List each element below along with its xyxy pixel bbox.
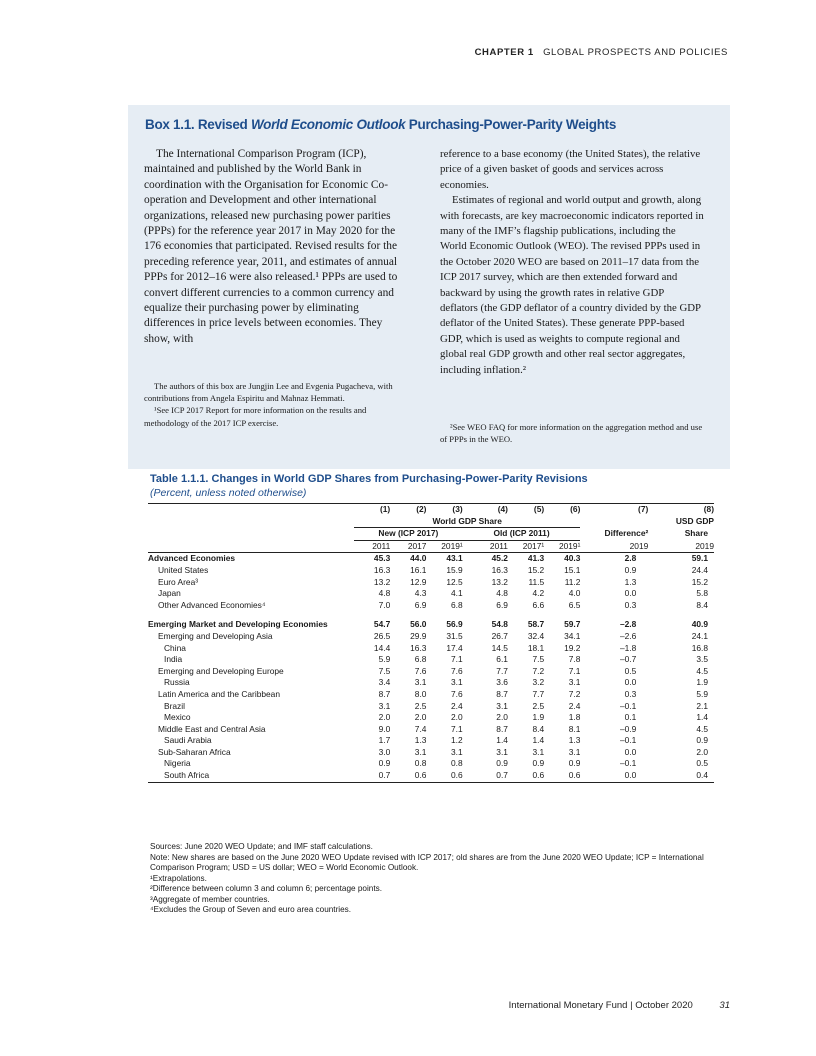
row-value: 7.8 [568, 654, 581, 665]
box-title-prefix: Box 1.1. Revised [145, 117, 251, 132]
row-value: 12.5 [446, 576, 463, 587]
row-label: Middle East and Central Asia [158, 723, 266, 734]
row-value: 16.3 [410, 642, 427, 653]
row-value: –0.1 [619, 758, 637, 769]
row-value: 8.1 [568, 723, 581, 734]
footnote-1: ¹See ICP 2017 Report for more information on the results and methodology of the 2017 ICP exercise. [144, 405, 367, 428]
row-value: 7.2 [532, 665, 545, 676]
chapter-label: CHAPTER 1 [474, 47, 534, 58]
row-value: 4.5 [696, 723, 708, 734]
row-value: –2.8 [619, 619, 637, 630]
row-value: 8.7 [496, 723, 508, 734]
row-value: 11.2 [564, 576, 581, 587]
row-value: 1.4 [532, 735, 545, 746]
row-value: 7.7 [532, 688, 545, 699]
row-value: 40.3 [564, 553, 581, 564]
row-value: –0.1 [619, 700, 637, 711]
row-value: 15.1 [564, 564, 581, 575]
row-value: 3.1 [414, 746, 427, 757]
row-label: Nigeria [164, 758, 191, 769]
row-value: 17.4 [446, 642, 463, 653]
row-value: 7.7 [496, 665, 508, 676]
row-value: 3.4 [378, 677, 391, 688]
row-value: 3.1 [532, 746, 545, 757]
row-value: 0.6 [568, 770, 581, 781]
row-value: 3.1 [496, 700, 508, 711]
row-value: 7.1 [451, 723, 463, 734]
table-note: Note: New shares are based on the June 2020 WEO Update revised with ICP 2017; old shares are from the June 2020 WEO Update; ICP = International Comparison Program; USD = US dollar; WEO = World Economic Outlook. [150, 852, 704, 872]
row-value: 7.6 [451, 665, 463, 676]
box-panel [128, 105, 730, 933]
row-value: 5.9 [378, 654, 391, 665]
row-value: 59.7 [564, 619, 581, 630]
row-value: 2.8 [624, 553, 637, 564]
table-row [148, 643, 714, 655]
row-value: 1.7 [378, 735, 391, 746]
footnotes-left [144, 380, 412, 429]
year-header: 2017¹ [522, 540, 545, 551]
row-value: 0.4 [696, 770, 708, 781]
row-value: 8.0 [414, 688, 427, 699]
row-value: 0.9 [496, 758, 508, 769]
row-value: 32.4 [527, 630, 545, 641]
year-header: 2019¹ [441, 540, 463, 551]
row-value: 0.8 [451, 758, 463, 769]
row-label: Euro Area³ [158, 576, 199, 587]
difference-header: Difference² [604, 528, 649, 539]
table-row [148, 758, 714, 770]
row-value: 26.7 [491, 630, 508, 641]
row-value: 6.5 [568, 599, 581, 610]
row-value: 16.3 [373, 564, 391, 575]
table-row [148, 553, 714, 565]
row-label: Japan [158, 588, 181, 599]
gdp-share-table [148, 503, 714, 783]
row-value: 4.2 [532, 588, 545, 599]
section-label: GLOBAL PROSPECTS AND POLICIES [543, 47, 728, 58]
table-row [148, 677, 714, 689]
row-value: 6.9 [496, 599, 508, 610]
col-number: (6) [570, 504, 581, 514]
row-value: 26.5 [373, 630, 391, 641]
row-value: 6.6 [532, 599, 545, 610]
row-value: 8.4 [532, 723, 545, 734]
row-value: 41.3 [527, 553, 545, 564]
row-value: 19.2 [564, 642, 581, 653]
row-value: 7.5 [378, 665, 391, 676]
footer-publisher: International Monetary Fund | October 2020 [508, 1000, 693, 1011]
row-value: 0.7 [496, 770, 508, 781]
row-value: 7.2 [568, 688, 581, 699]
right-paragraph-2: Estimates of regional and world output and growth, along with forecasts, are key macroeconomic indicators reported in many of the IMF’s flagship publications, including the World Economic Outlook (WEO). The revised PPPs used in the October 2020 WEO are based on 2011–17 data from the ICP 2017 survey, which are then extended forward and backward by using the growth rates in relative GDP deflators (the GDP deflator of a country divided by the GDP deflator of the United States). These generate PPP-based GDP, which is used as weights to compute regional and global real GDP growth and other real sector aggregates, including inflation.² [440, 194, 704, 376]
table-row [148, 735, 714, 747]
row-value: 0.0 [624, 677, 637, 688]
row-value: 7.6 [414, 665, 427, 676]
running-header [475, 47, 728, 58]
row-label: China [164, 642, 186, 653]
row-label: Emerging Market and Developing Economies [148, 619, 328, 630]
world-gdp-share-header: World GDP Share [354, 516, 580, 528]
table-note: ³Aggregate of member countries. [150, 894, 270, 904]
row-value: 2.0 [414, 712, 427, 723]
row-value: 2.4 [568, 700, 581, 711]
year-header: 2011 [489, 540, 508, 551]
usd-gdp-header: USD GDP [675, 516, 714, 527]
row-value: 31.5 [446, 630, 463, 641]
table-note: ²Difference between column 3 and column 6; percentage points. [150, 884, 382, 893]
row-value: 0.7 [378, 770, 391, 781]
table-row [148, 689, 714, 701]
row-value: 2.5 [414, 700, 427, 711]
row-label: Brazil [164, 700, 185, 711]
row-label: Mexico [164, 712, 191, 723]
header-row-2 [148, 528, 714, 541]
row-value: 4.1 [451, 588, 463, 599]
row-value: 0.0 [624, 588, 637, 599]
year-header: 2011 [372, 540, 391, 551]
row-value: 0.6 [532, 770, 545, 781]
table-row [148, 619, 714, 631]
row-value: 2.0 [696, 746, 708, 757]
row-value: 8.7 [496, 688, 508, 699]
row-value: 0.9 [696, 735, 708, 746]
new-icp-header: New (ICP 2017) [354, 528, 463, 541]
row-value: 4.3 [414, 588, 427, 599]
row-value: 2.5 [532, 700, 545, 711]
row-value: –0.9 [619, 723, 637, 734]
row-value: 44.0 [410, 553, 427, 564]
row-value: 18.1 [527, 642, 545, 653]
row-value: 43.1 [446, 553, 463, 564]
table-note: ¹Extrapolations. [150, 873, 207, 883]
row-label: Sub-Saharan Africa [158, 746, 231, 757]
row-value: 1.3 [568, 735, 581, 746]
row-value: 8.7 [378, 688, 391, 699]
footnote-2: ²See WEO FAQ for more information on the aggregation method and use of PPPs in the WEO. [440, 422, 703, 445]
row-value: 3.0 [378, 746, 391, 757]
row-value: 4.8 [496, 588, 508, 599]
box-title [145, 117, 616, 132]
row-value: 0.9 [378, 758, 391, 769]
row-value: 13.2 [491, 576, 508, 587]
row-value: 16.1 [410, 564, 427, 575]
year-header: 2019¹ [558, 540, 581, 551]
left-paragraph: The International Comparison Program (ICP), maintained and published by the World Bank in coordination with the Organisation for Economic Co-operation and Development and other international organizations, released new purchasing power parities (PPPs) for the reference year 2017 in May 2020 for the 176 economies that participated. Revised results for the preceding reference year, 2011, and estimates of annual PPPs for 2012–16 were also released.¹ PPPs are used to convert different currencies to a common currency and equalize their purchasing power by eliminating differences in price levels between economies. They show, with [144, 148, 398, 345]
table-notes [150, 842, 710, 916]
table-panel [128, 469, 730, 933]
row-value: 3.1 [568, 746, 581, 757]
row-value: 16.3 [491, 564, 508, 575]
row-value: 58.7 [527, 619, 545, 630]
page-number: 31 [719, 1000, 730, 1011]
row-value: 3.2 [532, 677, 545, 688]
row-value: –2.6 [619, 630, 637, 641]
row-value: 7.0 [378, 599, 391, 610]
row-label: Other Advanced Economies⁴ [158, 599, 266, 610]
table-row [148, 701, 714, 713]
row-value: 6.1 [496, 654, 508, 665]
col-number: (7) [638, 504, 649, 514]
row-value: 0.0 [624, 770, 637, 781]
table-row [148, 600, 714, 612]
row-value: 3.6 [496, 677, 508, 688]
row-value: 1.2 [451, 735, 463, 746]
table-row [148, 654, 714, 666]
row-label: Advanced Economies [148, 553, 236, 564]
row-value: 7.1 [568, 665, 581, 676]
row-value: 11.5 [528, 576, 545, 587]
table-row [148, 565, 714, 577]
row-label: Russia [164, 677, 190, 688]
row-value: 3.1 [451, 746, 463, 757]
row-value: 7.4 [414, 723, 427, 734]
table-row [148, 770, 714, 782]
row-value: 56.9 [446, 619, 463, 630]
header-row-1 [148, 516, 714, 528]
row-value: 8.4 [696, 599, 708, 610]
row-value: 1.4 [696, 712, 708, 723]
row-label: United States [158, 564, 209, 575]
table-note: ⁴Excludes the Group of Seven and euro area countries. [150, 905, 352, 914]
row-value: 1.3 [414, 735, 427, 746]
table-row [148, 747, 714, 759]
box-title-italic: World Economic Outlook [250, 117, 406, 132]
col-number: (1) [379, 504, 391, 514]
row-value: 0.5 [624, 665, 637, 676]
right-paragraph-1: reference to a base economy (the United States), the relative price of a given basket of goods and services across economies. [440, 148, 701, 191]
table-subtitle: (Percent, unless noted otherwise) [150, 487, 307, 499]
row-value: 2.0 [378, 712, 391, 723]
row-value: 1.3 [624, 576, 637, 587]
row-value: 5.8 [696, 588, 708, 599]
row-value: 54.8 [491, 619, 508, 630]
row-value: 59.1 [691, 553, 708, 564]
row-value: 0.3 [624, 599, 637, 610]
row-value: 3.1 [451, 677, 463, 688]
row-value: 15.2 [527, 564, 545, 575]
row-value: 56.0 [410, 619, 427, 630]
row-value: 0.6 [414, 770, 427, 781]
year-header: 2019 [695, 540, 714, 551]
row-value: 7.5 [532, 654, 545, 665]
row-value: 5.9 [696, 688, 708, 699]
table-row [148, 577, 714, 589]
table-row [148, 666, 714, 678]
row-value: 0.9 [568, 758, 581, 769]
row-value: 2.0 [451, 712, 463, 723]
left-column [144, 147, 408, 347]
row-value: 4.0 [568, 588, 581, 599]
page-footer [509, 1000, 730, 1011]
row-value: 6.8 [451, 599, 463, 610]
row-label: South Africa [164, 770, 210, 781]
row-value: –0.1 [619, 735, 637, 746]
table-body [148, 553, 714, 782]
col-number: (3) [452, 504, 463, 514]
row-value: 45.3 [373, 553, 391, 564]
table-note: Sources: June 2020 WEO Update; and IMF staff calculations. [150, 842, 373, 851]
row-value: 24.4 [691, 564, 708, 575]
row-value: 14.4 [373, 642, 391, 653]
row-value: 0.1 [624, 712, 637, 723]
table-row [148, 712, 714, 724]
row-value: 54.7 [373, 619, 391, 630]
footnotes-right [440, 421, 708, 445]
row-value: 0.5 [696, 758, 708, 769]
row-value: 1.4 [496, 735, 508, 746]
row-value: 7.6 [451, 688, 463, 699]
col-number: (2) [416, 504, 427, 514]
col-number: (5) [533, 504, 545, 514]
footnote-authors: The authors of this box are Jungjin Lee and Evgenia Pugacheva, with contributions from Angela Espiritu and Mahnaz Hemmati. [144, 381, 393, 404]
row-value: 2.0 [496, 712, 508, 723]
row-value: 0.3 [624, 688, 637, 699]
row-label: Emerging and Developing Europe [158, 665, 284, 676]
row-value: 3.1 [568, 677, 581, 688]
row-value: 0.9 [624, 564, 637, 575]
row-value: 15.2 [691, 576, 708, 587]
row-value: 29.9 [410, 630, 427, 641]
old-icp-header: Old (ICP 2011) [463, 528, 581, 541]
row-label: Saudi Arabia [164, 735, 212, 746]
year-header: 2019 [629, 540, 649, 551]
row-value: 15.9 [446, 564, 463, 575]
row-label: Latin America and the Caribbean [158, 688, 280, 699]
table-row [148, 724, 714, 736]
row-value: 2.1 [696, 700, 708, 711]
col-number: (8) [703, 504, 714, 514]
table-row [148, 631, 714, 643]
row-value: 2.4 [451, 700, 463, 711]
row-value: 40.9 [691, 619, 708, 630]
row-value: 1.9 [696, 677, 708, 688]
row-value: 3.1 [414, 677, 427, 688]
row-value: 7.1 [451, 654, 463, 665]
row-value: 13.2 [373, 576, 391, 587]
row-value: 1.8 [568, 712, 581, 723]
table-row [148, 588, 714, 600]
row-value: 0.9 [532, 758, 545, 769]
row-label: Emerging and Developing Asia [158, 630, 273, 641]
row-value: –0.7 [619, 654, 637, 665]
row-value: 1.9 [532, 712, 545, 723]
row-value: 34.1 [564, 630, 581, 641]
col-number: (4) [497, 504, 508, 514]
row-value: 6.8 [414, 654, 427, 665]
row-value: 4.8 [378, 588, 391, 599]
right-column [440, 147, 704, 378]
row-value: 9.0 [378, 723, 391, 734]
row-value: 6.9 [414, 599, 427, 610]
row-value: 16.8 [691, 642, 708, 653]
row-value: –1.8 [619, 642, 637, 653]
row-value: 45.2 [491, 553, 508, 564]
row-label: India [164, 654, 183, 665]
row-value: 3.1 [378, 700, 391, 711]
table-title: Table 1.1.1. Changes in World GDP Shares from Purchasing-Power-Parity Revisions [150, 473, 588, 485]
share-header: Share [684, 528, 708, 539]
group-spacer [148, 611, 714, 619]
row-value: 0.8 [414, 758, 427, 769]
year-header: 2017 [407, 540, 427, 551]
year-header-row [148, 540, 714, 553]
box-title-suffix: Purchasing-Power-Parity Weights [405, 117, 617, 132]
row-value: 14.5 [491, 642, 508, 653]
row-value: 0.6 [451, 770, 463, 781]
row-value: 3.1 [496, 746, 508, 757]
row-value: 4.5 [696, 665, 708, 676]
row-value: 24.1 [691, 630, 708, 641]
column-number-row [148, 504, 714, 516]
row-value: 3.5 [696, 654, 708, 665]
row-value: 0.0 [624, 746, 637, 757]
row-value: 12.9 [410, 576, 427, 587]
